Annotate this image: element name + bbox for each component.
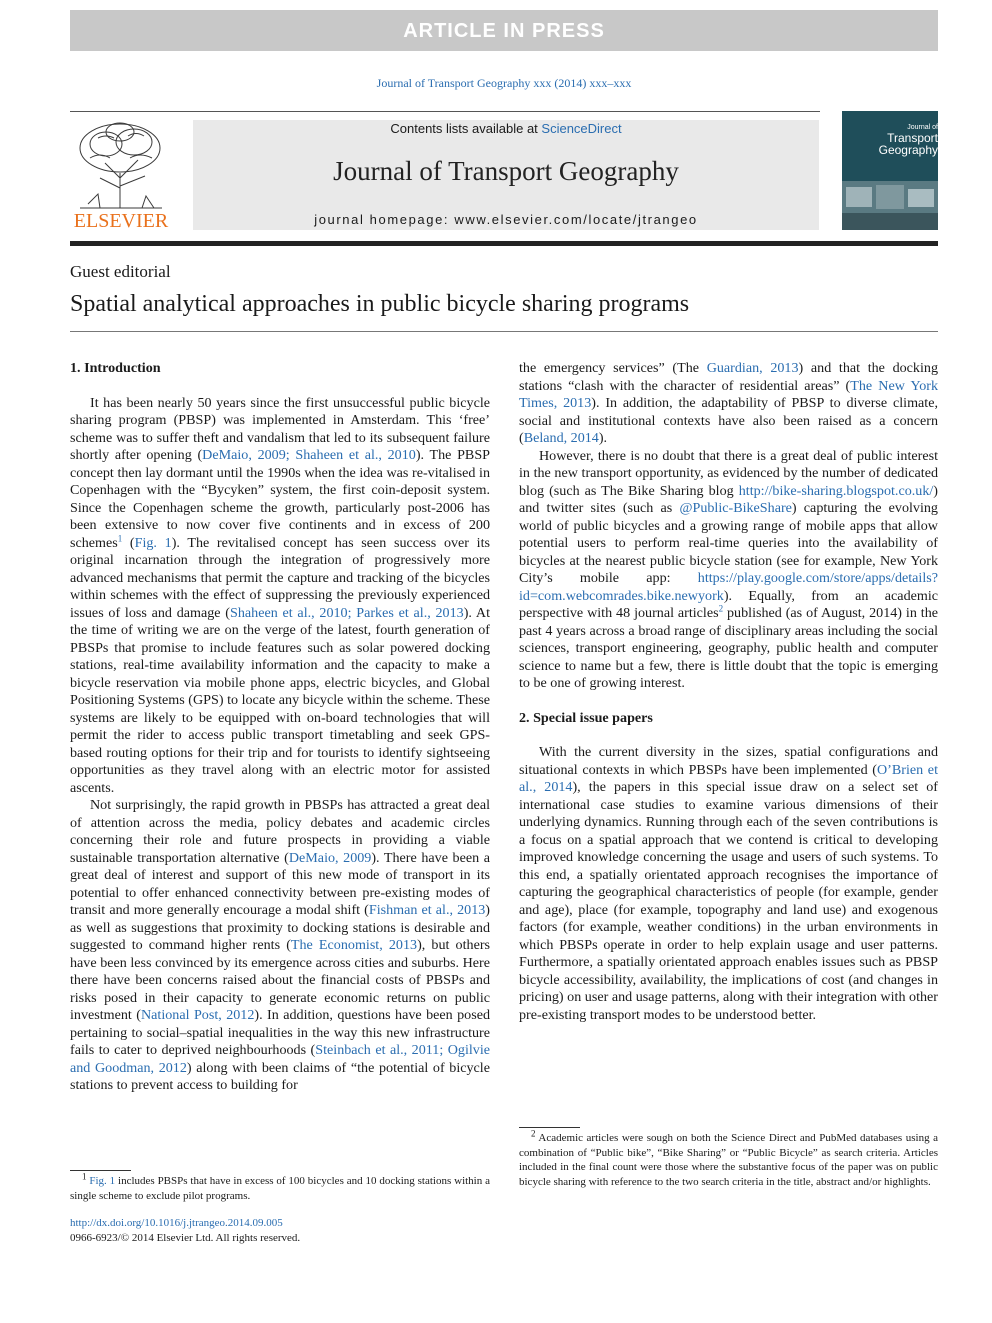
text-run: ) as well as suggestions that proximity to docking stations is desirable and suggested to command higher rents ( xyxy=(70,902,490,953)
article-in-press-banner: ARTICLE IN PRESS xyxy=(70,10,938,51)
spacer xyxy=(519,693,938,710)
citation-link[interactable]: Shaheen et al., 2010; Parkes et al., 2013 xyxy=(230,604,464,621)
text-run: ). In addition, the adaptability of PBSP to diverse climate, social and institutional contexts have also been raised as a concern ( xyxy=(519,395,938,446)
citation-link[interactable]: National Post, 2012 xyxy=(140,1007,255,1023)
cover-title-line-1: Transport xyxy=(887,131,938,145)
text-run: published (as of August, 2014) in the past 4 years across a broad range of disciplinary areas including the social sciences, transport engineering, geography, public health and computer science to name but a few, there is little doubt that the topic is emerging to be one of growing interest. xyxy=(519,605,938,691)
text-run: ). In addition, questions have been posed pertaining to social–spatial inequalities in the way this new infrastructure fails to cater to deprived neighbourhoods ( xyxy=(70,1007,490,1058)
cover-small-text: Journal of xyxy=(907,124,938,131)
twitter-handle-link[interactable]: @Public-BikeShare xyxy=(679,500,792,516)
paragraph-2 xyxy=(70,797,490,1095)
doi-link[interactable]: http://dx.doi.org/10.1016/j.jtrangeo.2014.09.005 xyxy=(70,1217,283,1229)
text-run: ), the papers in this special issue draw on a select set of international case studies to examine various dimensions of their underlying dynamics. Running through each of the seven contributions is a focus on a spatial approach that we contend is critical to developing improved knowledge concerning the usage and users of such systems. To this end, a spatially orientated approach recognises the importance of capturing the geographical characteristics of people (for example, gender and age), place (for example, topography and land use) and exogenous factors (for example, weather conditions) in the urban environments in which PBSPs operate in order to help explain usage and user patterns. Furthermore, a spatially orientated approach enables issues such as PBSP bicycle accessibility, availability, the implications of cost (and changes in pricing) on user and usage patterns, along with their integration with other pre-existing transport modes to be understood better. xyxy=(519,779,938,1023)
citation-link[interactable]: Steinbach et al., 2011; Ogilvie and Goodman, 2012 xyxy=(70,1042,490,1076)
footnote-rule-right xyxy=(519,1127,580,1128)
paragraph-5 xyxy=(519,744,938,1024)
footnote-1 xyxy=(70,1171,490,1203)
text-run: ) and that the docking stations “clash with the character of residential areas” ( xyxy=(519,360,938,394)
cover-photo-image xyxy=(842,181,938,230)
paragraph-1 xyxy=(70,395,490,798)
text-run: ). There have been a great deal of interest and support of this new mode of transport in its potential to offer enhanced connectivity between pre-existing modes of transit and more generally encourage a modal shift ( xyxy=(70,849,490,918)
text-run: ). At the time of writing we are on the verge of the latest, fourth generation of PBSPs that promise to include features such as solar powered docking stations, real-time availability information and the capacity to make a bicycle reservation via mobile phone apps, electric bicycles, and Global Positioning Systems (GPS) to locate any bicycle within the scheme. These systems are likely to be equipped with on-board technologies that will permit the rider to access public transport timetabling and seek GPS-based routing options for their trip and for tourists to identify sightseeing opportunities as they travel along with an electric motor for assisted ascents. xyxy=(70,604,490,796)
journal-title: Journal of Transport Geography xyxy=(333,156,679,186)
footnote-2-text: Academic articles were sough on both the Science Direct and PubMed databases using a combination of “Public bike”, “Bike Sharing” or “Public Bicycle” as search criteria. Articles included in the final count were those where the substantive focus of the paper was on public bicycle sharing with reference to the two search criteria in the title, abstract and/or highlights. xyxy=(519,1132,938,1188)
cover-title xyxy=(864,123,938,156)
homepage-url-link[interactable]: www.elsevier.com/locate/jtrangeo xyxy=(454,212,698,227)
paragraph-4 xyxy=(519,448,938,693)
footnote-1-text: includes PBSPs that have in excess of 100 bicycles and 10 docking stations within a single scheme to exclude pilot programs. xyxy=(70,1175,490,1202)
citation-link[interactable]: Fishman et al., 2013 xyxy=(368,902,486,918)
paragraph-3 xyxy=(519,360,938,448)
citation-link[interactable]: Guardian, 2013 xyxy=(706,360,799,376)
copyright-text: 0966-6923/© 2014 Elsevier Ltd. All rights reserved. xyxy=(70,1232,301,1244)
text-run: ( xyxy=(122,534,135,551)
text-run: ) along with been claims of “the potential of bicycle stations to prevent access to building for xyxy=(70,1059,490,1093)
footnote-2-number: 2 xyxy=(531,1128,536,1139)
citation-link[interactable]: Beland, 2014 xyxy=(523,430,599,446)
blog-url-link[interactable]: http://bike-sharing.blogspot.co.uk/ xyxy=(738,482,934,499)
footnote-ref-1[interactable]: 1 xyxy=(117,532,123,543)
cover-title-line-2: Geography xyxy=(878,143,938,157)
article-title: Spatial analytical approaches in public bicycle sharing programs xyxy=(70,291,690,317)
citation-link[interactable]: The New York Times, 2013 xyxy=(519,377,939,411)
journal-homepage xyxy=(193,212,819,227)
text-run: It has been nearly 50 years since the first unsuccessful public bicycle sharing program (PBSP) was implemented in Amsterdam. This ‘free’ scheme was to suffer theft and vandalism that led to its subsequent failure shortly after opening ( xyxy=(70,394,490,463)
figure-link[interactable]: Fig. 1 xyxy=(134,534,172,551)
right-column xyxy=(519,360,938,1024)
footnote-ref-2[interactable]: 2 xyxy=(718,603,724,614)
journal-masthead xyxy=(193,120,819,230)
footnote-1-number: 1 xyxy=(82,1171,87,1182)
title-rule xyxy=(70,331,938,332)
section-heading-special-issue: 2. Special issue papers xyxy=(519,709,653,726)
citation-link[interactable]: O’Brien et al., 2014 xyxy=(519,761,938,795)
text-run: With the current diversity in the sizes, spatial configurations and situational contexts in which PBSPs have been implemented ( xyxy=(519,744,938,778)
header-top-rule xyxy=(70,111,820,112)
elsevier-tree-icon xyxy=(70,118,172,210)
section-heading-introduction: 1. Introduction xyxy=(70,360,161,376)
footnote-figure-link[interactable]: Fig. 1 xyxy=(89,1175,116,1187)
journal-cover-thumbnail[interactable] xyxy=(842,111,938,230)
text-run: ), but others have been less convinced by its emergence across cities and suburbs. Here there have been concerns raised about the financial costs of PBSPs and risks posed in their capacity to generate economic returns on public investment ( xyxy=(70,937,490,1023)
article-type: Guest editorial xyxy=(70,262,171,281)
page-footer xyxy=(70,1216,300,1246)
text-run: Not surprisingly, the rapid growth in PBSPs has attracted a great deal of attention across the media, policy debates and academic circles concerning their role and future prospects in providing a viable sustainable transportation alternative ( xyxy=(70,797,490,866)
text-run: ). The revitalised concept has seen success over its original incarnation through the integration of progressively more advanced mechanisms that permit the capture and tracking of the bicycles within schemes with the effect of suppressing the previously experienced issues of loss and damage ( xyxy=(70,534,490,621)
journal-reference-link[interactable]: Journal of Transport Geography xxx (2014) xxx–xxx xyxy=(376,76,632,90)
citation-link[interactable]: DeMaio, 2009 xyxy=(288,849,372,866)
text-run: ). Equally, from an academic perspective with 48 journal articles xyxy=(519,587,938,621)
left-column xyxy=(70,360,490,1095)
text-run: However, there is no doubt that there is a great deal of public interest in the new transport opportunity, as evidenced by the number of dedicated blog (such as The Bike Sharing blog xyxy=(519,447,938,499)
text-run: ) and twitter sites (such as xyxy=(519,482,938,516)
citation-link[interactable]: The Economist, 2013 xyxy=(290,937,418,953)
elsevier-wordmark: ELSEVIER xyxy=(73,210,169,232)
homepage-prefix: journal homepage: xyxy=(314,212,455,227)
text-run: the emergency services” (The xyxy=(519,360,707,376)
header-thick-rule xyxy=(70,241,938,246)
footnote-2 xyxy=(519,1128,938,1189)
citation-link[interactable]: DeMaio, 2009; Shaheen et al., 2010 xyxy=(202,447,416,463)
sciencedirect-link[interactable]: ScienceDirect xyxy=(541,121,622,136)
footnote-rule-left xyxy=(70,1170,131,1171)
contents-prefix: Contents lists available at xyxy=(390,121,542,136)
app-url-link[interactable]: https://play.google.com/store/apps/details?id=com.webcomrades.bike.newyork xyxy=(519,570,938,604)
text-run: ). xyxy=(598,430,608,446)
text-run: ). The PBSP concept then lay dormant until the 1990s when the idea was re-vitalised in Copenhagen with the “Bycyken” system, the first coin-deposit system. Since the Copenhagen scheme the growth, particularly post-2006 has been extensive to now cover five continents and in excess of 200 schemes xyxy=(70,447,491,551)
contents-line xyxy=(193,120,819,137)
text-run: ) capturing the evolving world of public bicycles and a growing range of mobile apps that allow potential users to perform real-time queries into the availability of bicycles at the nearest public bicycle station (see for example, New York City’s mobile app: xyxy=(519,500,938,586)
